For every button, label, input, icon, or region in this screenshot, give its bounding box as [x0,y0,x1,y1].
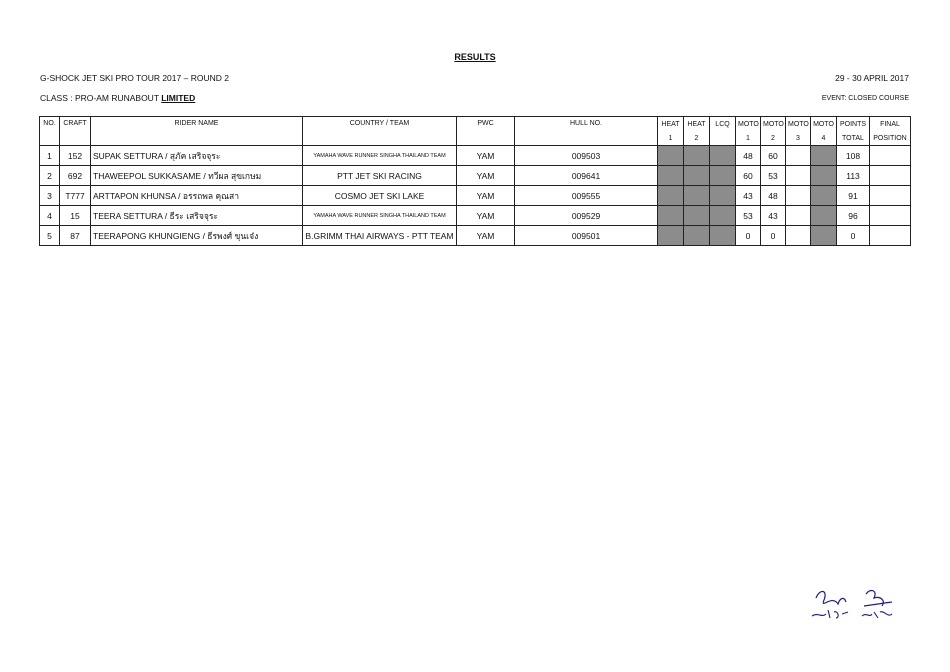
page-title: RESULTS [454,52,496,62]
handwritten-signature [808,584,898,624]
class-label [40,93,195,103]
cell-heat1 [658,146,684,166]
table-row [40,166,911,186]
col-moto1-num: 1 [736,131,761,146]
col-lcq-blank [710,131,736,146]
col-moto4: MOTO [811,117,837,132]
cell-rider: TEERAPONG KHUNGIENG / ธีรพงศ์ ขุนเจ๋ง [91,226,303,246]
cell-total: 108 [837,146,870,166]
cell-craft: T777 [60,186,91,206]
cell-hull: 009641 [515,166,658,186]
col-craft: CRAFT [60,117,91,146]
cell-no: 5 [40,226,60,246]
cell-lcq [710,206,736,226]
cell-moto3 [786,206,811,226]
col-team: COUNTRY / TEAM [303,117,457,146]
cell-moto1: 0 [736,226,761,246]
cell-craft: 87 [60,226,91,246]
cell-craft: 692 [60,166,91,186]
col-moto4-num: 4 [811,131,837,146]
signature-date-1 [812,610,848,618]
col-moto1: MOTO [736,117,761,132]
cell-moto2: 43 [761,206,786,226]
cell-final [870,206,911,226]
cell-moto3 [786,186,811,206]
col-moto3: MOTO [786,117,811,132]
cell-heat2 [684,226,710,246]
cell-craft: 15 [60,206,91,226]
col-moto2-num: 2 [761,131,786,146]
cell-heat1 [658,226,684,246]
cell-final [870,146,911,166]
cell-moto4 [811,146,837,166]
cell-rider: ARTTAPON KHUNSA / อรรถพล คุณสา [91,186,303,206]
cell-team: COSMO JET SKI LAKE [303,186,457,206]
event-name: G-SHOCK JET SKI PRO TOUR 2017 – ROUND 2 [40,73,229,83]
cell-total: 91 [837,186,870,206]
cell-pwc: YAM [457,186,515,206]
event-date: 29 - 30 APRIL 2017 [835,73,909,83]
col-heat2: HEAT [684,117,710,132]
cell-rider: SUPAK SETTURA / สุภัค เสริจจุระ [91,146,303,166]
cell-moto1: 48 [736,146,761,166]
cell-hull: 009529 [515,206,658,226]
results-table [39,116,911,246]
col-final: FINAL [870,117,911,132]
cell-pwc: YAM [457,166,515,186]
cell-heat2 [684,166,710,186]
cell-moto2: 48 [761,186,786,206]
cell-moto3 [786,146,811,166]
header-row-top [40,117,911,132]
cell-lcq [710,146,736,166]
cell-hull: 009503 [515,146,658,166]
cell-pwc: YAM [457,226,515,246]
signature-stroke-2 [864,591,892,606]
cell-lcq [710,226,736,246]
cell-lcq [710,186,736,206]
cell-final [870,186,911,206]
cell-moto2: 53 [761,166,786,186]
cell-team: B.GRIMM THAI AIRWAYS - PTT TEAM [303,226,457,246]
table-row [40,206,911,226]
col-points: POINTS [837,117,870,132]
cell-moto2: 60 [761,146,786,166]
cell-heat2 [684,206,710,226]
cell-moto4 [811,226,837,246]
cell-lcq [710,166,736,186]
cell-pwc: YAM [457,146,515,166]
col-heat2-num: 2 [684,131,710,146]
cell-moto1: 60 [736,166,761,186]
col-points-total: TOTAL [837,131,870,146]
cell-heat1 [658,186,684,206]
col-no: NO. [40,117,60,146]
cell-final [870,166,911,186]
cell-craft: 152 [60,146,91,166]
cell-moto1: 53 [736,206,761,226]
signature-stroke-1 [816,591,846,604]
cell-no: 1 [40,146,60,166]
class-limited: LIMITED [161,93,196,103]
col-hull: HULL NO. [515,117,658,146]
col-pwc: PWC [457,117,515,146]
cell-heat2 [684,146,710,166]
signature-date-2 [862,612,892,618]
cell-final [870,226,911,246]
cell-hull: 009555 [515,186,658,206]
cell-moto3 [786,226,811,246]
col-heat1-num: 1 [658,131,684,146]
cell-heat1 [658,166,684,186]
cell-moto4 [811,186,837,206]
cell-moto3 [786,166,811,186]
cell-moto2: 0 [761,226,786,246]
cell-rider: THAWEEPOL SUKKASAME / ทวีผล สุขเกษม [91,166,303,186]
col-moto3-num: 3 [786,131,811,146]
cell-hull: 009501 [515,226,658,246]
event-type: EVENT: CLOSED COURSE [821,95,909,102]
class-name: CLASS : PRO-AM RUNABOUT [40,93,162,103]
cell-no: 4 [40,206,60,226]
col-lcq: LCQ [710,117,736,132]
col-heat1: HEAT [658,117,684,132]
cell-total: 0 [837,226,870,246]
cell-pwc: YAM [457,206,515,226]
cell-heat1 [658,206,684,226]
cell-total: 96 [837,206,870,226]
cell-moto4 [811,206,837,226]
col-rider: RIDER NAME [91,117,303,146]
col-moto2: MOTO [761,117,786,132]
table-row [40,226,911,246]
col-final-position: POSITION [870,131,911,146]
cell-moto4 [811,166,837,186]
table-row [40,186,911,206]
cell-heat2 [684,186,710,206]
table-row [40,146,911,166]
cell-team: YAMAHA WAVE RUNNER SINGHA THAILAND TEAM [303,206,457,226]
cell-no: 2 [40,166,60,186]
cell-team: PTT JET SKI RACING [303,166,457,186]
cell-total: 113 [837,166,870,186]
cell-rider: TEERA SETTURA / ธีระ เสริจจุระ [91,206,303,226]
cell-no: 3 [40,186,60,206]
cell-moto1: 43 [736,186,761,206]
cell-team: YAMAHA WAVE RUNNER SINGHA THAILAND TEAM [303,146,457,166]
